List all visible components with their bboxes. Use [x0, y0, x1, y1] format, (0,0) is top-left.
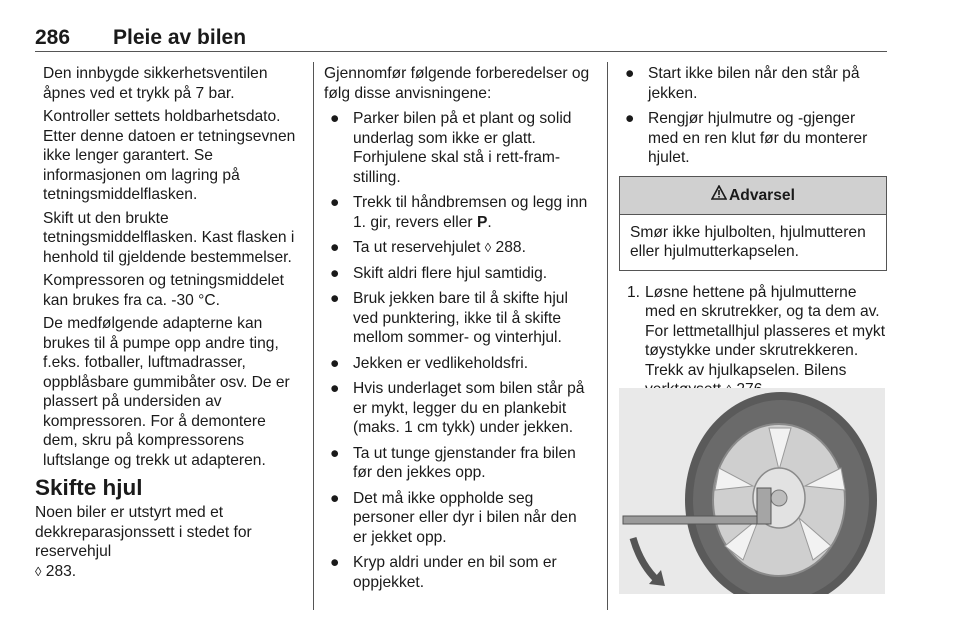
- bullet-icon: ●: [330, 290, 340, 307]
- column-divider-2: [607, 62, 608, 610]
- chapter-title: Pleie av bilen: [113, 26, 247, 49]
- list-item: ● Trekk til håndbremsen og legg inn 1. gir, revers eller P.: [330, 194, 588, 231]
- bullet-icon: ●: [330, 354, 340, 372]
- paragraph: Kontroller settets holdbarhetsdato. Etter denne datoen er tetningsevnen ikke lenger garantert. Se informasjonen om lagring på tetningsmiddelflasken.: [43, 108, 296, 203]
- step-item: [619, 283, 887, 400]
- paragraph: Gjennomfør følgende forberedelser og følg disse anvisningene:: [324, 65, 590, 102]
- bullet-icon: ●: [330, 489, 340, 507]
- column-3: [619, 64, 887, 400]
- warning-triangle-icon: [711, 177, 727, 214]
- bullet-list: [324, 109, 594, 592]
- bullet-icon: ●: [330, 554, 340, 571]
- column-divider-1: [313, 62, 314, 610]
- bullet-list: [619, 64, 887, 168]
- page-reference-icon: ◊: [484, 240, 492, 255]
- page-header: [35, 26, 885, 52]
- list-item: ● Parker bilen på et plant og solid underlag som ikke er glatt. Forhjulene skal stå i rett-fram-stilling.: [330, 110, 572, 186]
- list-item: ● Ta ut reservehjulet ◊ 288.: [330, 239, 526, 256]
- bullet-icon: ●: [625, 110, 635, 127]
- bullet-icon: ●: [330, 264, 340, 282]
- list-item: ● Kryp aldri under en bil som er oppjekket.: [330, 554, 557, 591]
- wheel-illustration: [619, 388, 885, 594]
- list-item: ● Jekken er vedlikeholdsfri.: [330, 354, 529, 372]
- bullet-icon: ●: [330, 444, 340, 462]
- bullet-icon: ●: [330, 110, 340, 127]
- list-item: ● Start ikke bilen når den står på jekken.: [625, 65, 860, 102]
- paragraph: De medfølgende adapterne kan brukes til å pumpe opp andre ting, f.eks. fotballer, luftmadrasser, oppblåsbare gummibåter osv. De er plassert på undersiden av kompressoren. For å demontere dem, skru på kompressorens luftslange og trekk ut adapteren.: [43, 315, 290, 469]
- warning-text: Smør ikke hjulbolten, hjulmutteren eller hjulmutterkapselen.: [630, 223, 866, 260]
- bullet-icon: ●: [625, 65, 635, 82]
- bullet-icon: ●: [330, 194, 340, 211]
- warning-box: [619, 176, 887, 271]
- paragraph: Skift ut den brukte tetningsmiddelflasken. Kast flasken i henhold til gjeldende bestemmelser.: [43, 209, 295, 266]
- header-rule: [35, 51, 887, 52]
- column-2: [324, 64, 594, 598]
- section-heading: Skifte hjul: [35, 475, 143, 500]
- list-item: ● Rengjør hjulmutre og -gjenger med en ren klut før du monterer hjulet.: [625, 110, 868, 166]
- column-1: [35, 64, 301, 585]
- bullet-icon: ●: [330, 380, 340, 397]
- step-number: 1.: [627, 283, 641, 301]
- bullet-icon: ●: [330, 239, 340, 256]
- list-item: ● Skift aldri flere hjul samtidig.: [330, 264, 548, 282]
- list-item: ● Ta ut tunge gjenstander fra bilen før den jekkes opp.: [330, 444, 576, 481]
- paragraph: Kompressoren og tetningsmiddelet kan brukes fra ca. -30 °C.: [43, 272, 284, 309]
- paragraph: Den innbygde sikkerhetsventilen åpnes ved et trykk på 7 bar.: [43, 65, 268, 102]
- step-text: Løsne hettene på hjulmutterne med en skrutrekker, og ta dem av. For lettmetallhjul plasseres et mykt tøystykke under skrutrekkeren. Trekk av hjulkapselen. Bilens: [645, 283, 886, 379]
- warning-header: [620, 177, 886, 215]
- list-item: ● Bruk jekken bare til å skifte hjul ved punktering, ikke til å skifte mellom sommer- og vinterhjul.: [330, 290, 568, 346]
- warning-title: Advarsel: [729, 186, 795, 204]
- page-reference-icon: ◊: [35, 563, 42, 579]
- wheel-wrench-image: [619, 388, 885, 594]
- list-item: ● Det må ikke oppholde seg personer eller dyr i bilen når den er jekket opp.: [330, 489, 577, 546]
- paragraph: [35, 503, 301, 581]
- step-list: [619, 283, 887, 400]
- page-reference-link[interactable]: 288.: [495, 239, 526, 256]
- list-item: ● Hvis underlaget som bilen står på er mykt, legger du en plankebit (maks. 1 cm tykk) under jekken.: [330, 380, 585, 436]
- page-reference-link[interactable]: 283.: [45, 562, 77, 580]
- paragraph-text: Noen biler er utstyrt med et dekkreparasjonssett i stedet for reservehjul: [35, 504, 252, 560]
- page-number: 286: [35, 26, 71, 49]
